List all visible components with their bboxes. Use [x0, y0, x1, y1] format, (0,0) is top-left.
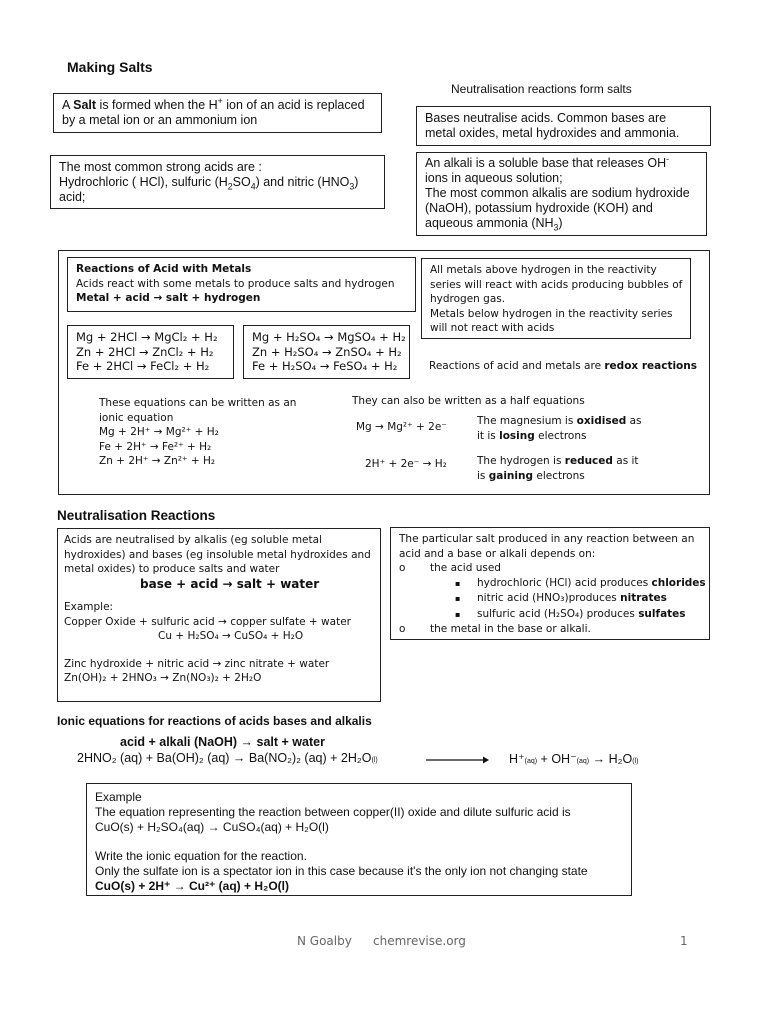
ionic-equations-heading: Ionic equations for reactions of acids bases and alkalis	[57, 714, 372, 728]
half-equations-intro: They can also be written as a half equations	[352, 395, 585, 407]
strong-acids-box: The most common strong acids are : Hydrochloric ( HCl), sulfuric $(H_2SO_4)$ and nitric $(HNO_3)$ acid;	[50, 155, 385, 209]
reduced-note: The hydrogen is reduced as it is gaining electrons	[477, 455, 639, 482]
half-equation-h: 2H⁺ + 2e⁻ → H₂	[365, 458, 447, 470]
acid-metals-heading-box: Reactions of Acid with Metals Acids react with some metals to produce salts and hydrogen Metal + acid → salt + hydrogen	[67, 257, 416, 312]
half-equation-mg: Mg → Mg²⁺ + 2e⁻	[356, 421, 447, 433]
neutralisation-box: Acids are neutralised by alkalis (eg soluble metal hydroxides) and bases (eg insoluble metal hydroxides and metal oxides) to produce salts and water base + acid → salt + water Example: Copper Oxide + sulfuric acid → copper sulfate + water Cu + H₂SO₄ → CuSO₄ + H₂O Zinc hydroxide + nitric acid → zinc nitrate + water Zn(OH)₂ + 2HNO₃ → Zn(NO₃)₂ + 2H₂O	[57, 528, 381, 702]
reaction-arrow-icon	[425, 754, 490, 766]
ionic-general-equation: acid + alkali (NaOH) → salt + water	[120, 735, 325, 749]
redox-note: Reactions of acid and metals are redox reactions	[429, 360, 697, 372]
h2so4-equations-box: Mg + H₂SO₄ → MgSO₄ + H₂ Zn + H₂SO₄ → ZnSO₄ + H₂ Fe + H₂SO₄ → FeSO₄ + H₂	[243, 325, 410, 379]
alkali-box: An alkali is a soluble base that releases OH- ions in aqueous solution; The most common alkalis are sodium hydroxide (NaOH), potassium hydroxide (KOH) and aqueous ammonia $(NH_3)$	[416, 152, 707, 236]
hcl-equations-box: Mg + 2HCl → MgCl₂ + H₂ Zn + 2HCl → ZnCl₂ + H₂ Fe + 2HCl → FeCl₂ + H₂	[67, 325, 234, 379]
neutralisation-heading: Neutralisation Reactions	[57, 508, 216, 523]
page-number: 1	[680, 934, 688, 948]
salt-definition-box: A Salt is formed when the H+ ion of an acid is replaced by a metal ion or an ammonium ion	[53, 93, 382, 133]
net-ionic-equation: H⁺(aq) + OH⁻(aq) → H₂O(l)	[509, 752, 639, 766]
bases-box: Bases neutralise acids. Common bases are metal oxides, metal hydroxides and ammonia.	[416, 106, 711, 146]
oxidised-note: The magnesium is oxidised as it is losing electrons	[477, 415, 642, 442]
page-title: Making Salts	[67, 59, 153, 75]
footer-author: N Goalby	[297, 934, 352, 948]
footer-site-link[interactable]: chemrevise.org	[373, 934, 466, 948]
ionic-equations-block: These equations can be written as an ionic equation Mg + 2H⁺ → Mg²⁺ + H₂ Fe + 2H⁺ → Fe²⁺ + H₂ Zn + 2H⁺ → Zn²⁺ + H₂	[99, 397, 297, 467]
example-box: Example The equation representing the reaction between copper(II) oxide and dilute sulfuric acid is CuO(s) + H₂SO₄(aq) → CuSO₄(aq) + H₂O(l) Write the ionic equation for the reaction. Only the sulfate ion is a spectator ion in this case because it's the only ion not changing state CuO(s) + 2H⁺ → Cu²⁺ (aq) + H₂O(l)	[86, 783, 632, 896]
ionic-full-equation: 2HNO₂ (aq) + Ba(OH)₂ (aq) → Ba(NO₂)₂ (aq) + 2H₂O(l)	[77, 751, 378, 765]
salt-depends-box: The particular salt produced in any reaction between an acid and a base or alkali depends on: o the acid used ▪ hydrochloric (HCl) acid produces chlorides ▪ nitric acid (HNO₃)produces nitrates ▪ sulfuric acid (H₂SO₄) produces sulfates o the metal in the base or alkali.	[390, 527, 710, 640]
neutralisation-forms-salts-heading: Neutralisation reactions form salts	[451, 82, 632, 96]
reactivity-box: All metals above hydrogen in the reactivity series will react with acids producing bubbles of hydrogen gas. Metals below hydrogen in the reactivity series will not react with acids	[421, 258, 691, 339]
